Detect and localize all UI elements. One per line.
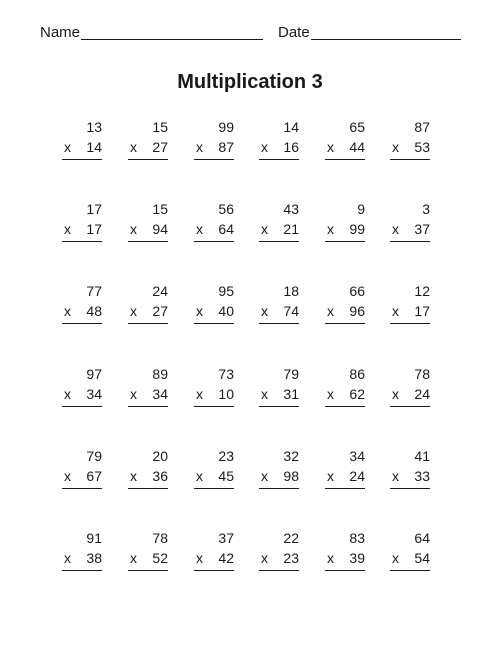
multiplicand: 78 [414,366,430,382]
answer-line[interactable] [390,570,430,571]
multiply-sign: x [196,386,203,402]
problem-row [0,365,500,435]
multiplier: 16 [283,139,299,155]
answer-line[interactable] [325,323,365,324]
multiplicand: 77 [86,283,102,299]
problem-row [0,447,500,517]
multiply-sign: x [64,221,71,237]
multiplication-problem [390,118,430,178]
answer-line[interactable] [194,406,234,407]
multiply-sign: x [261,303,268,319]
multiply-sign: x [130,221,137,237]
answer-line[interactable] [62,323,102,324]
multiplication-problem [128,200,168,260]
multiply-sign: x [261,468,268,484]
multiply-sign: x [130,303,137,319]
multiplicand: 83 [349,530,365,546]
multiplier: 62 [349,386,365,402]
multiply-sign: x [392,221,399,237]
multiplier: 99 [349,221,365,237]
multiply-sign: x [196,550,203,566]
answer-line[interactable] [325,488,365,489]
multiply-sign: x [64,468,71,484]
multiplication-problem [259,118,299,178]
multiplier: 31 [283,386,299,402]
multiplier: 38 [86,550,102,566]
multiplicand: 66 [349,283,365,299]
multiplication-problem [325,200,365,260]
multiplicand: 13 [86,119,102,135]
answer-line[interactable] [62,570,102,571]
multiplication-problem [390,365,430,425]
multiplier: 34 [86,386,102,402]
multiply-sign: x [196,468,203,484]
multiplicand: 15 [152,119,168,135]
multiplicand: 86 [349,366,365,382]
multiplication-problem [194,529,234,589]
multiplicand: 32 [283,448,299,464]
multiplier: 44 [349,139,365,155]
multiplicand: 91 [86,530,102,546]
multiply-sign: x [64,550,71,566]
multiply-sign: x [327,139,334,155]
multiply-sign: x [64,386,71,402]
multiplier: 17 [414,303,430,319]
multiply-sign: x [196,303,203,319]
multiplier: 24 [349,468,365,484]
worksheet-header [0,24,500,44]
date-field-line[interactable] [311,39,461,40]
multiplicand: 99 [218,119,234,135]
multiplicand: 41 [414,448,430,464]
answer-line[interactable] [128,159,168,160]
multiplicand: 3 [422,201,430,217]
multiply-sign: x [261,386,268,402]
multiplication-problem [259,200,299,260]
multiplicand: 34 [349,448,365,464]
multiplicand: 56 [218,201,234,217]
answer-line[interactable] [259,488,299,489]
multiply-sign: x [261,139,268,155]
multiplier: 45 [218,468,234,484]
answer-line[interactable] [194,241,234,242]
multiplier: 94 [152,221,168,237]
multiplier: 37 [414,221,430,237]
multiplier: 53 [414,139,430,155]
multiplier: 54 [414,550,430,566]
multiply-sign: x [392,139,399,155]
multiplier: 40 [218,303,234,319]
answer-line[interactable] [128,241,168,242]
multiply-sign: x [196,221,203,237]
multiplicand: 78 [152,530,168,546]
multiplier: 33 [414,468,430,484]
multiplication-problem [325,282,365,342]
answer-line[interactable] [390,488,430,489]
multiplication-problem [128,118,168,178]
name-field-line[interactable] [81,39,263,40]
answer-line[interactable] [62,406,102,407]
multiply-sign: x [327,303,334,319]
multiplication-problem [128,529,168,589]
multiplication-problem [62,118,102,178]
multiplicand: 14 [283,119,299,135]
multiplication-problem [325,118,365,178]
multiplier: 87 [218,139,234,155]
multiplication-problem [194,282,234,342]
multiplicand: 95 [218,283,234,299]
multiplicand: 73 [218,366,234,382]
multiplication-problem [194,447,234,507]
multiplier: 23 [283,550,299,566]
multiplier: 96 [349,303,365,319]
multiplication-problem [128,365,168,425]
multiplication-problem [62,200,102,260]
multiplication-problem [62,282,102,342]
multiplicand: 87 [414,119,430,135]
answer-line[interactable] [325,159,365,160]
multiplicand: 17 [86,201,102,217]
answer-line[interactable] [390,241,430,242]
multiplication-problem [325,529,365,589]
multiplication-problem [325,447,365,507]
multiplication-problem [390,529,430,589]
multiplier: 98 [283,468,299,484]
multiply-sign: x [392,303,399,319]
multiply-sign: x [327,468,334,484]
multiplier: 39 [349,550,365,566]
problem-row [0,282,500,352]
multiply-sign: x [196,139,203,155]
problem-row [0,529,500,599]
multiplier: 67 [86,468,102,484]
multiplication-problem [194,365,234,425]
multiplicand: 37 [218,530,234,546]
answer-line[interactable] [259,241,299,242]
multiply-sign: x [261,550,268,566]
multiplicand: 89 [152,366,168,382]
answer-line[interactable] [259,570,299,571]
multiplication-problem [259,529,299,589]
multiplier: 52 [152,550,168,566]
multiplication-problem [62,365,102,425]
answer-line[interactable] [194,323,234,324]
multiplicand: 22 [283,530,299,546]
answer-line[interactable] [128,323,168,324]
problem-row [0,200,500,270]
answer-line[interactable] [259,159,299,160]
multiply-sign: x [327,386,334,402]
multiplicand: 9 [357,201,365,217]
multiply-sign: x [261,221,268,237]
multiplicand: 65 [349,119,365,135]
multiplication-problem [390,282,430,342]
multiply-sign: x [327,221,334,237]
answer-line[interactable] [259,323,299,324]
multiplier: 74 [283,303,299,319]
multiplicand: 20 [152,448,168,464]
answer-line[interactable] [325,406,365,407]
multiplicand: 18 [283,283,299,299]
multiplicand: 24 [152,283,168,299]
answer-line[interactable] [325,241,365,242]
answer-line[interactable] [62,488,102,489]
multiply-sign: x [130,386,137,402]
answer-line[interactable] [62,159,102,160]
multiply-sign: x [130,550,137,566]
multiplicand: 43 [283,201,299,217]
multiplication-problem [259,447,299,507]
multiplicand: 15 [152,201,168,217]
multiplier: 34 [152,386,168,402]
multiplier: 42 [218,550,234,566]
answer-line[interactable] [128,488,168,489]
multiplicand: 23 [218,448,234,464]
answer-line[interactable] [194,488,234,489]
multiply-sign: x [130,468,137,484]
multiplication-problem [194,118,234,178]
multiplier: 17 [86,221,102,237]
multiplication-problem [128,447,168,507]
multiplicand: 79 [283,366,299,382]
multiplier: 64 [218,221,234,237]
multiplicand: 79 [86,448,102,464]
multiplication-problem [194,200,234,260]
multiplication-problem [62,529,102,589]
multiplication-problem [62,447,102,507]
multiply-sign: x [64,303,71,319]
multiplication-problem [390,447,430,507]
answer-line[interactable] [194,159,234,160]
multiplier: 27 [152,139,168,155]
answer-line[interactable] [128,406,168,407]
name-label: Name [40,24,81,41]
answer-line[interactable] [128,570,168,571]
multiplier: 21 [283,221,299,237]
multiply-sign: x [392,468,399,484]
multiplier: 24 [414,386,430,402]
answer-line[interactable] [259,406,299,407]
multiplicand: 12 [414,283,430,299]
multiply-sign: x [327,550,334,566]
multiplier: 48 [86,303,102,319]
multiply-sign: x [392,550,399,566]
answer-line[interactable] [390,159,430,160]
page-title: Multiplication 3 [177,71,323,93]
answer-line[interactable] [194,570,234,571]
multiplier: 36 [152,468,168,484]
multiply-sign: x [130,139,137,155]
answer-line[interactable] [62,241,102,242]
multiplicand: 97 [86,366,102,382]
answer-line[interactable] [325,570,365,571]
multiplier: 10 [218,386,234,402]
multiplication-problem [128,282,168,342]
multiplier: 27 [152,303,168,319]
multiplicand: 64 [414,530,430,546]
multiply-sign: x [392,386,399,402]
date-label: Date [278,24,310,41]
multiplication-problem [259,365,299,425]
multiply-sign: x [64,139,71,155]
multiplication-problem [259,282,299,342]
multiplication-problem [390,200,430,260]
multiplication-problem [325,365,365,425]
answer-line[interactable] [390,323,430,324]
multiplier: 14 [86,139,102,155]
problem-row [0,118,500,188]
answer-line[interactable] [390,406,430,407]
